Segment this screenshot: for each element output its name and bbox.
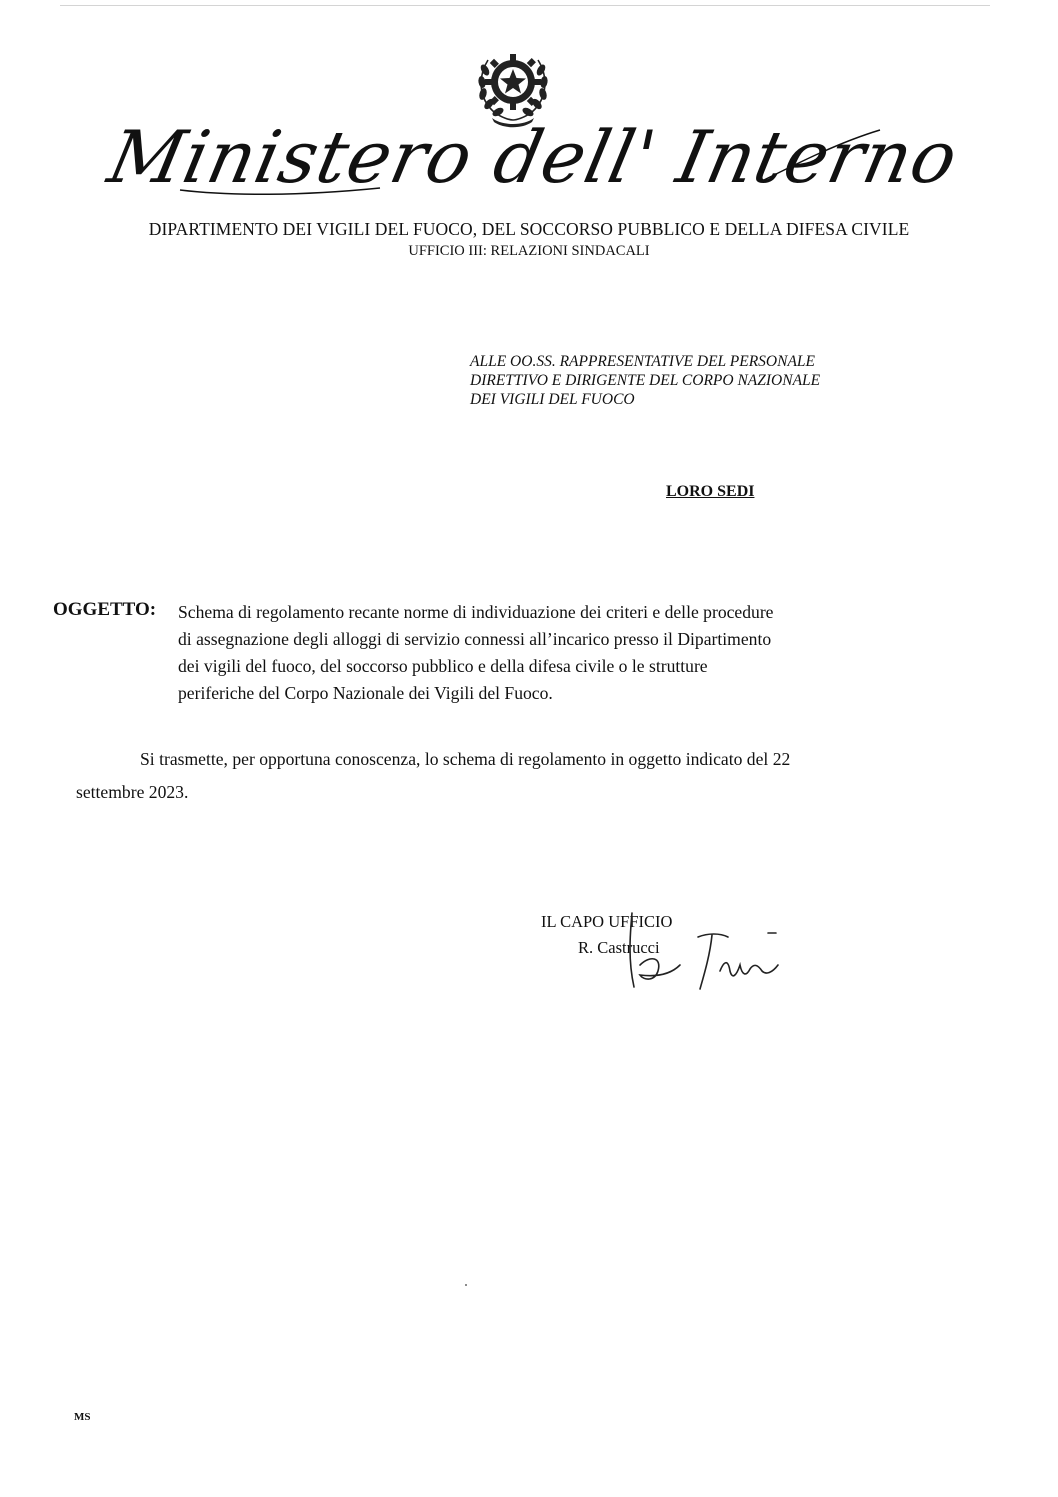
ministry-title-logo [0,112,1058,200]
subject-line: di assegnazione degli alloggi di servizio connessi all’incarico presso il Dipartimento [178,629,772,649]
handwritten-signature-icon [600,905,800,997]
recipients-block [470,352,970,409]
signature-role: IL CAPO UFFICIO [541,912,673,931]
subject-line: Schema di regolamento recante norme di individuazione dei criteri e delle procedure [178,602,774,622]
recipient-line: DIRETTIVO E DIRIGENTE DEL CORPO NAZIONALE [470,372,821,389]
body-line-2: settembre 2023. [76,782,189,802]
recipient-line: ALLE OO.SS. RAPPRESENTATIVE DEL PERSONALE [470,353,816,370]
drafter-initials: MS [74,1411,91,1423]
ministry-title-text: Ministero dell' Interno [101,115,966,200]
office-name: UFFICIO III: RELAZIONI SINDACALI [408,243,650,259]
signature-name: R. Castrucci [578,938,660,957]
subject-label: OGGETTO: [53,599,157,620]
loro-sedi: LORO SEDI [666,483,755,500]
scan-dot [465,1284,467,1286]
subject-text [178,599,958,707]
scan-artifact-line [60,5,990,6]
department-name: DIPARTIMENTO DEI VIGILI DEL FUOCO, DEL SOCCORSO PUBBLICO E DELLA DIFESA CIVILE [148,219,910,239]
body-line-1: Si trasmette, per opportuna conoscenza, lo schema di regolamento in oggetto indicato del 22 [140,749,791,769]
recipient-line: DEI VIGILI DEL FUOCO [470,391,635,408]
subject-line: dei vigili del fuoco, del soccorso pubblico e della difesa civile o le strutture [178,656,708,676]
subject-line: periferiche del Corpo Nazionale dei Vigili del Fuoco. [178,683,553,703]
